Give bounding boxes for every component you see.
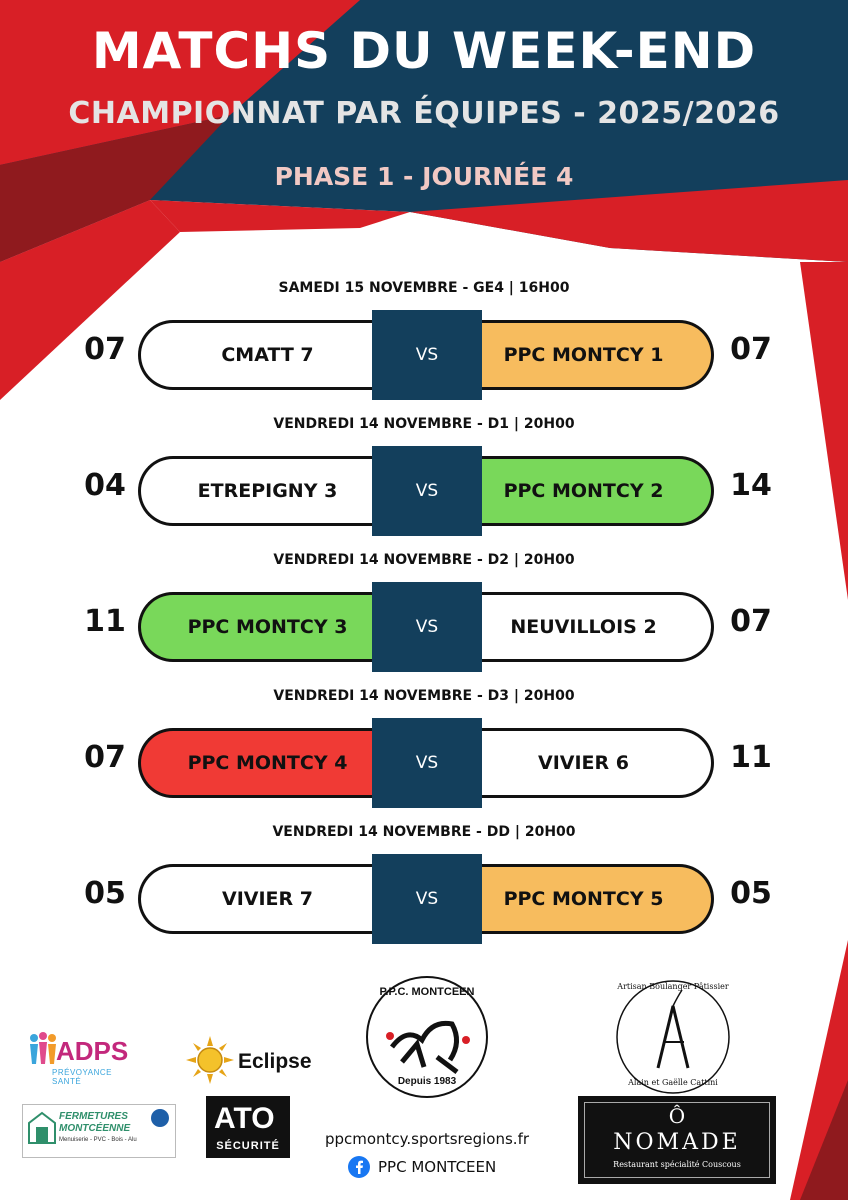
fermetures-subtitle: Menuiserie - PVC - Bois - Alu [59, 1137, 137, 1143]
facebook-icon [348, 1156, 370, 1178]
match-4-home-team: PPC MONTCY 4 [138, 728, 388, 798]
bakery-arc-text: Artisan Boulanger Pâtissier [617, 982, 729, 991]
match-4-home-score: 07 [84, 740, 126, 775]
website-link[interactable]: ppcmontcy.sportsregions.fr [324, 1130, 530, 1148]
match-2 [0, 446, 848, 542]
fermetures-logo [22, 1104, 176, 1158]
match-4-label: VENDREDI 14 NOVEMBRE - D3 | 20H00 [273, 688, 575, 704]
match-1 [0, 310, 848, 406]
facebook-row[interactable] [348, 1154, 496, 1180]
match-2-home-score: 04 [84, 468, 126, 503]
match-2-vs: VS [372, 446, 482, 536]
facebook-label: PPC MONTCEEN [378, 1158, 497, 1176]
match-3-away-team: NEUVILLOIS 2 [462, 592, 714, 662]
match-1-vs: VS [372, 310, 482, 400]
nomade-accent: Ô [668, 1104, 686, 1128]
nomade-name: NOMADE [613, 1130, 741, 1155]
phase-label: PHASE 1 - JOURNÉE 4 [274, 162, 574, 191]
bakery-names: Alain et Gaëlle Cattini [628, 1078, 718, 1087]
match-3-home-score: 11 [84, 604, 126, 639]
match-5-away-team: PPC MONTCY 5 [462, 864, 714, 934]
ato-subtitle: SÉCURITÉ [216, 1140, 280, 1152]
eclipse-name: Eclipse [238, 1050, 312, 1073]
match-5-away-score: 05 [730, 876, 772, 911]
match-2-away-score: 14 [730, 468, 772, 503]
page-title: MATCHS DU WEEK-END [91, 22, 757, 80]
match-3-label: VENDREDI 14 NOVEMBRE - D2 | 20H00 [273, 552, 575, 568]
match-1-home-score: 07 [84, 332, 126, 367]
club-logo [362, 972, 492, 1102]
match-5 [0, 854, 848, 950]
eclipse-logo [186, 1036, 316, 1086]
bakery-logo [612, 976, 734, 1098]
match-2-home-team: ETREPIGNY 3 [138, 456, 388, 526]
club-since: Depuis 1983 [397, 1076, 457, 1087]
match-4-away-team: VIVIER 6 [462, 728, 714, 798]
match-3 [0, 582, 848, 678]
match-4 [0, 718, 848, 814]
match-1-away-score: 07 [730, 332, 772, 367]
match-3-home-team: PPC MONTCY 3 [138, 592, 388, 662]
adps-name: ADPS [56, 1036, 129, 1066]
match-5-vs: VS [372, 854, 482, 944]
club-name: P.P.C. MONTCEEN [379, 986, 475, 998]
match-3-vs: VS [372, 582, 482, 672]
match-5-home-score: 05 [84, 876, 126, 911]
match-1-label: SAMEDI 15 NOVEMBRE - GE4 | 16H00 [278, 280, 570, 296]
adps-subtitle: PRÉVOYANCE SANTÉ [52, 1068, 112, 1086]
nomade-logo [578, 1096, 776, 1184]
match-5-home-team: VIVIER 7 [138, 864, 388, 934]
fermetures-badge [151, 1109, 169, 1127]
page-subtitle: CHAMPIONNAT PAR ÉQUIPES - 2025/2026 [68, 96, 780, 131]
ato-logo [206, 1096, 290, 1158]
match-2-away-team: PPC MONTCY 2 [462, 456, 714, 526]
nomade-subtitle: Restaurant spécialité Couscous [613, 1160, 741, 1169]
match-3-away-score: 07 [730, 604, 772, 639]
ato-name: ATO [214, 1102, 275, 1135]
match-1-home-team: CMATT 7 [138, 320, 388, 390]
sun-icon [186, 1036, 234, 1084]
match-2-label: VENDREDI 14 NOVEMBRE - D1 | 20H00 [273, 416, 575, 432]
match-5-label: VENDREDI 14 NOVEMBRE - DD | 20H00 [272, 824, 576, 840]
match-1-away-team: PPC MONTCY 1 [462, 320, 714, 390]
adps-logo [26, 1030, 136, 1086]
fermetures-name: FERMETURES MONTCÉENNE [59, 1111, 131, 1134]
house-icon [27, 1111, 57, 1145]
match-4-away-score: 11 [730, 740, 772, 775]
adps-people-icon [26, 1032, 60, 1066]
match-4-vs: VS [372, 718, 482, 808]
